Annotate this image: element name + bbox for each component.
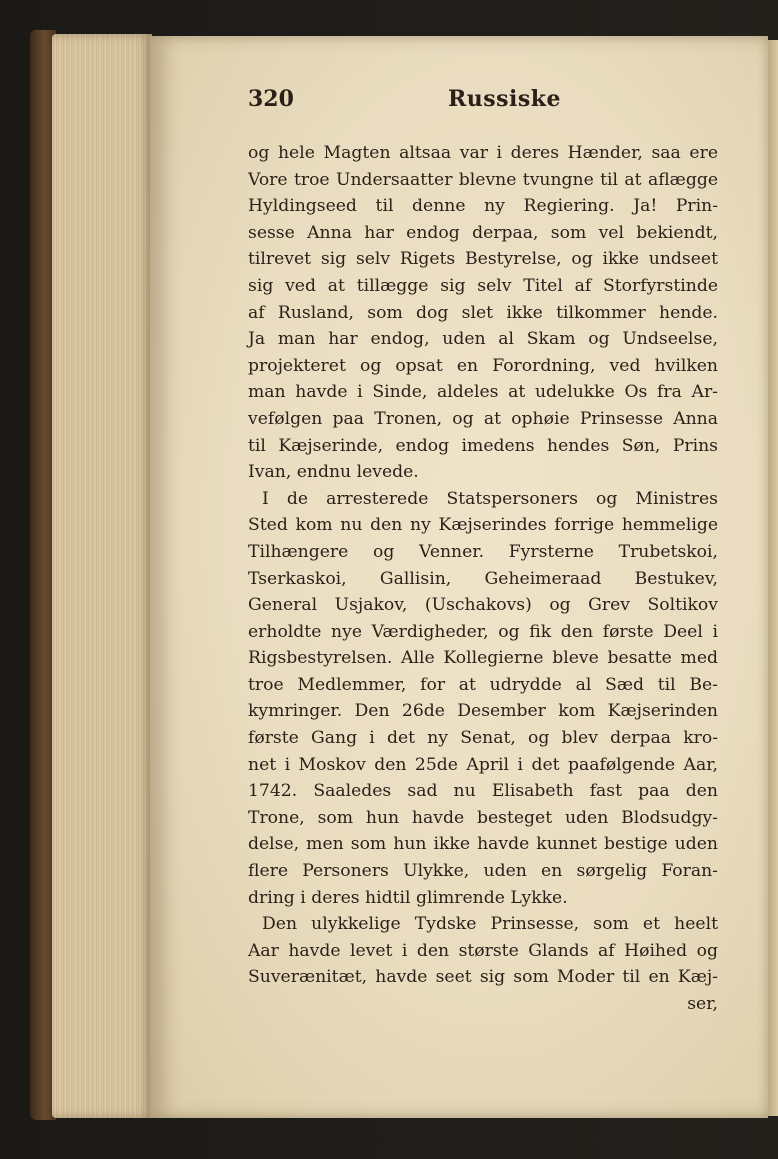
text-line: Suverænitæt, havde seet sig som Moder til en Kæj-: [248, 967, 718, 988]
text-line: af Rusland, som dog slet ikke tilkommer hende.: [248, 302, 718, 323]
text-line: man havde i Sinde, aldeles at udelukke Os fra Ar-: [248, 382, 718, 403]
text-line: delse, men som hun ikke havde kunnet bestige uden: [248, 834, 718, 855]
text-line: dring i deres hidtil glimrende Lykke.: [248, 887, 568, 908]
text-line: projekteret og opsat en Forordning, ved hvilken: [248, 355, 718, 376]
page-number: 320: [248, 86, 294, 112]
text-line: Aar havde levet i den største Glands af Høihed og: [248, 940, 718, 961]
running-head: Russiske: [448, 86, 562, 112]
page-header: [248, 86, 668, 122]
text-line: erholdte nye Værdigheder, og fik den første Deel i: [248, 621, 718, 642]
text-line: første Gang i det ny Senat, og blev derpaa kro-: [248, 728, 718, 749]
text-line: sig ved at tillægge sig selv Titel af Storfyrstinde: [248, 275, 718, 296]
text-line: Tserkaskoi, Gallisin, Geheimeraad Bestukev,: [248, 568, 718, 589]
text-line: Ja man har endog, uden al Skam og Undseelse,: [248, 329, 718, 350]
book-page: [150, 36, 768, 1118]
text-line: General Usjakov, (Uschakovs) og Grev Soltikov: [248, 595, 718, 616]
text-line: Trone, som hun havde besteget uden Blodsudgy-: [248, 807, 718, 828]
text-line: 1742. Saaledes sad nu Elisabeth fast paa den: [248, 781, 718, 802]
text-line: Vore troe Undersaatter blevne tvungne til at aflægge: [248, 169, 718, 190]
text-line: flere Personers Ulykke, uden en sørgelig Foran-: [248, 861, 718, 882]
text-line: til Kæjserinde, endog imedens hendes Søn, Prins: [248, 435, 718, 456]
text-line: troe Medlemmer, for at udrydde al Sæd til Be-: [248, 674, 718, 695]
text-line: Hyldingseed til denne ny Regiering. Ja! Prin-: [248, 196, 718, 217]
text-line: Ivan, endnu levede.: [248, 462, 419, 483]
text-line: I de arresterede Statspersoners og Ministres: [262, 488, 718, 509]
text-line: Tilhængere og Venner. Fyrsterne Trubetskoi,: [248, 541, 718, 562]
text-line: net i Moskov den 25de April i det paafølgende Aar,: [248, 754, 718, 775]
text-line: Rigsbestyrelsen. Alle Kollegierne bleve besatte med: [248, 648, 718, 669]
text-line: Den ulykkelige Tydske Prinsesse, som et heelt: [262, 914, 718, 935]
text-line: sesse Anna har endog derpaa, som vel bekiendt,: [248, 222, 718, 243]
text-line: og hele Magten altsaa var i deres Hænder, saa ere: [248, 143, 718, 163]
catchword: ser,: [687, 994, 718, 1014]
text-line: Sted kom nu den ny Kæjserindes forrige hemmelige: [248, 515, 718, 536]
text-line: kymringer. Den 26de Desember kom Kæjserinden: [248, 701, 718, 722]
body-text: [248, 140, 718, 1018]
text-line: vefølgen paa Tronen, og at ophøie Prinsesse Anna: [248, 408, 718, 429]
page-edges: [52, 34, 152, 1118]
text-line: tilrevet sig selv Rigets Bestyrelse, og ikke undseet: [248, 249, 718, 270]
